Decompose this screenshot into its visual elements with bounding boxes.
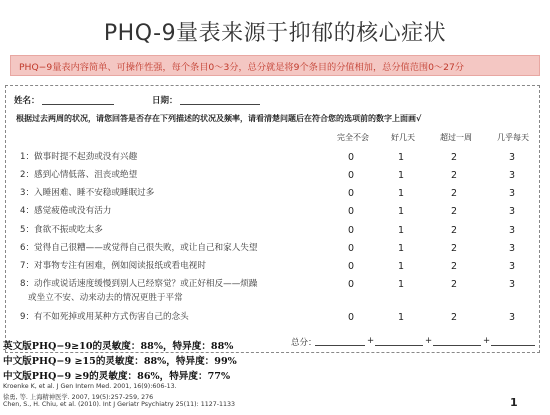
score-option[interactable]: 2 — [450, 312, 458, 323]
question-6 — [20, 241, 258, 255]
total-line-1 — [315, 345, 365, 346]
summary-banner — [10, 55, 540, 76]
header-not-at-all: 完全不会 — [337, 133, 369, 142]
question-text: 2：感到心情低落、沮丧或绝望 — [20, 170, 138, 180]
score-option[interactable]: 0 — [347, 188, 355, 199]
slide-title: PHQ-9量表来源于抑郁的核心症状 — [103, 21, 447, 46]
score-option[interactable]: 0 — [347, 152, 355, 163]
stat-line-1: 英文版PHQ−9≥10的灵敏度：88%，特异度：88% — [3, 341, 234, 352]
score-option[interactable]: 0 — [347, 243, 355, 254]
score-option[interactable]: 0 — [347, 170, 355, 181]
score-option[interactable]: 2 — [450, 206, 458, 217]
name-line — [42, 104, 114, 105]
score-option[interactable]: 0 — [347, 279, 355, 290]
score-option[interactable]: 1 — [397, 170, 405, 181]
total-line-3 — [433, 345, 481, 346]
question-7 — [20, 259, 206, 273]
question-text: 4：感觉疲倦或没有活力 — [20, 206, 112, 216]
question-text-continued: 或坐立不安、动来动去的情况更胜于平常 — [28, 293, 183, 303]
score-option[interactable]: 1 — [397, 279, 405, 290]
question-9 — [20, 310, 189, 324]
header-several-days: 好几天 — [391, 133, 415, 142]
question-4 — [20, 204, 111, 218]
score-option[interactable]: 3 — [508, 170, 516, 181]
question-text: 1：做事时提不起劲或没有兴趣 — [20, 152, 138, 162]
score-option[interactable]: 3 — [508, 225, 516, 236]
score-option[interactable]: 2 — [450, 279, 458, 290]
question-3 — [20, 186, 154, 200]
score-option[interactable]: 1 — [397, 312, 405, 323]
header-more-than-week: 超过一周 — [440, 133, 472, 142]
reference-2: 徐勇, 等. 上海精神医学. 2007, 19(5):257-259, 276 — [3, 394, 154, 401]
date-line — [180, 104, 260, 105]
question-text: 3：入睡困难、睡不安稳或睡眠过多 — [20, 188, 155, 198]
score-option[interactable]: 2 — [450, 152, 458, 163]
stat-line-3: 中文版PHQ−9 ≥9的灵敏度：86%，特异度：77% — [3, 371, 231, 382]
score-option[interactable]: 0 — [347, 206, 355, 217]
score-option[interactable]: 3 — [508, 206, 516, 217]
score-option[interactable]: 1 — [397, 206, 405, 217]
total-line-4 — [491, 345, 535, 346]
score-option[interactable]: 3 — [508, 279, 516, 290]
score-option[interactable]: 1 — [397, 261, 405, 272]
plus-sign: + — [367, 336, 375, 346]
date-label: 日期： — [152, 96, 178, 106]
question-2 — [20, 168, 137, 182]
score-option[interactable]: 2 — [450, 188, 458, 199]
question-text: 9：有不如死掉或用某种方式伤害自己的念头 — [20, 312, 189, 322]
score-option[interactable]: 1 — [397, 188, 405, 199]
question-text: 8：动作或说话速度缓慢到别人已经察觉？或正好相反——烦躁 — [20, 279, 258, 289]
reference-1: Kroenke K, et al. J Gen Intern Med. 2001, 16(9):606-13. — [3, 383, 177, 390]
score-option[interactable]: 3 — [508, 312, 516, 323]
score-option[interactable]: 3 — [508, 243, 516, 254]
question-1 — [20, 150, 137, 164]
question-text: 6：觉得自己很糟——或觉得自己很失败，或让自己和家人失望 — [20, 243, 258, 253]
plus-sign: + — [483, 336, 491, 346]
score-option[interactable]: 2 — [450, 243, 458, 254]
name-label: 姓名： — [14, 96, 40, 106]
page-number: 1 — [510, 396, 518, 409]
score-option[interactable]: 0 — [347, 225, 355, 236]
total-score-label: 总分： — [291, 338, 317, 348]
question-8 — [20, 277, 258, 305]
score-option[interactable]: 0 — [347, 312, 355, 323]
form-instruction: 根据过去两周的状况，请您回答是否存在下列描述的状况及频率，请看清楚问题后在符合您的选项前的数字上面画√ — [16, 114, 422, 123]
score-option[interactable]: 1 — [397, 225, 405, 236]
plus-sign: + — [425, 336, 433, 346]
question-text: 5：食欲不振或吃太多 — [20, 225, 103, 235]
score-option[interactable]: 1 — [397, 152, 405, 163]
stat-line-2: 中文版PHQ−9 ≥15的灵敏度：88%，特异度：99% — [3, 356, 237, 367]
summary-banner-text: PHQ−9量表内容简单、可操作性强，每个条目0～3分，总分就是将9个条目的分值相加，总分值范围0～27分 — [19, 62, 464, 73]
question-5 — [20, 223, 103, 237]
score-option[interactable]: 2 — [450, 225, 458, 236]
header-nearly-every-day: 几乎每天 — [497, 133, 529, 142]
reference-3: Chen, S., H. Chiu, et al. (2010). Int J Geriatr Psychiatry 25(11): 1127-1133 — [3, 401, 236, 408]
score-option[interactable]: 3 — [508, 188, 516, 199]
total-line-2 — [375, 345, 423, 346]
score-option[interactable]: 1 — [397, 243, 405, 254]
score-option[interactable]: 0 — [347, 261, 355, 272]
question-text: 7：对事物专注有困难，例如阅读报纸或看电视时 — [20, 261, 206, 271]
score-option[interactable]: 2 — [450, 261, 458, 272]
score-option[interactable]: 3 — [508, 261, 516, 272]
score-option[interactable]: 2 — [450, 170, 458, 181]
phq9-form — [5, 85, 540, 353]
score-option[interactable]: 3 — [508, 152, 516, 163]
